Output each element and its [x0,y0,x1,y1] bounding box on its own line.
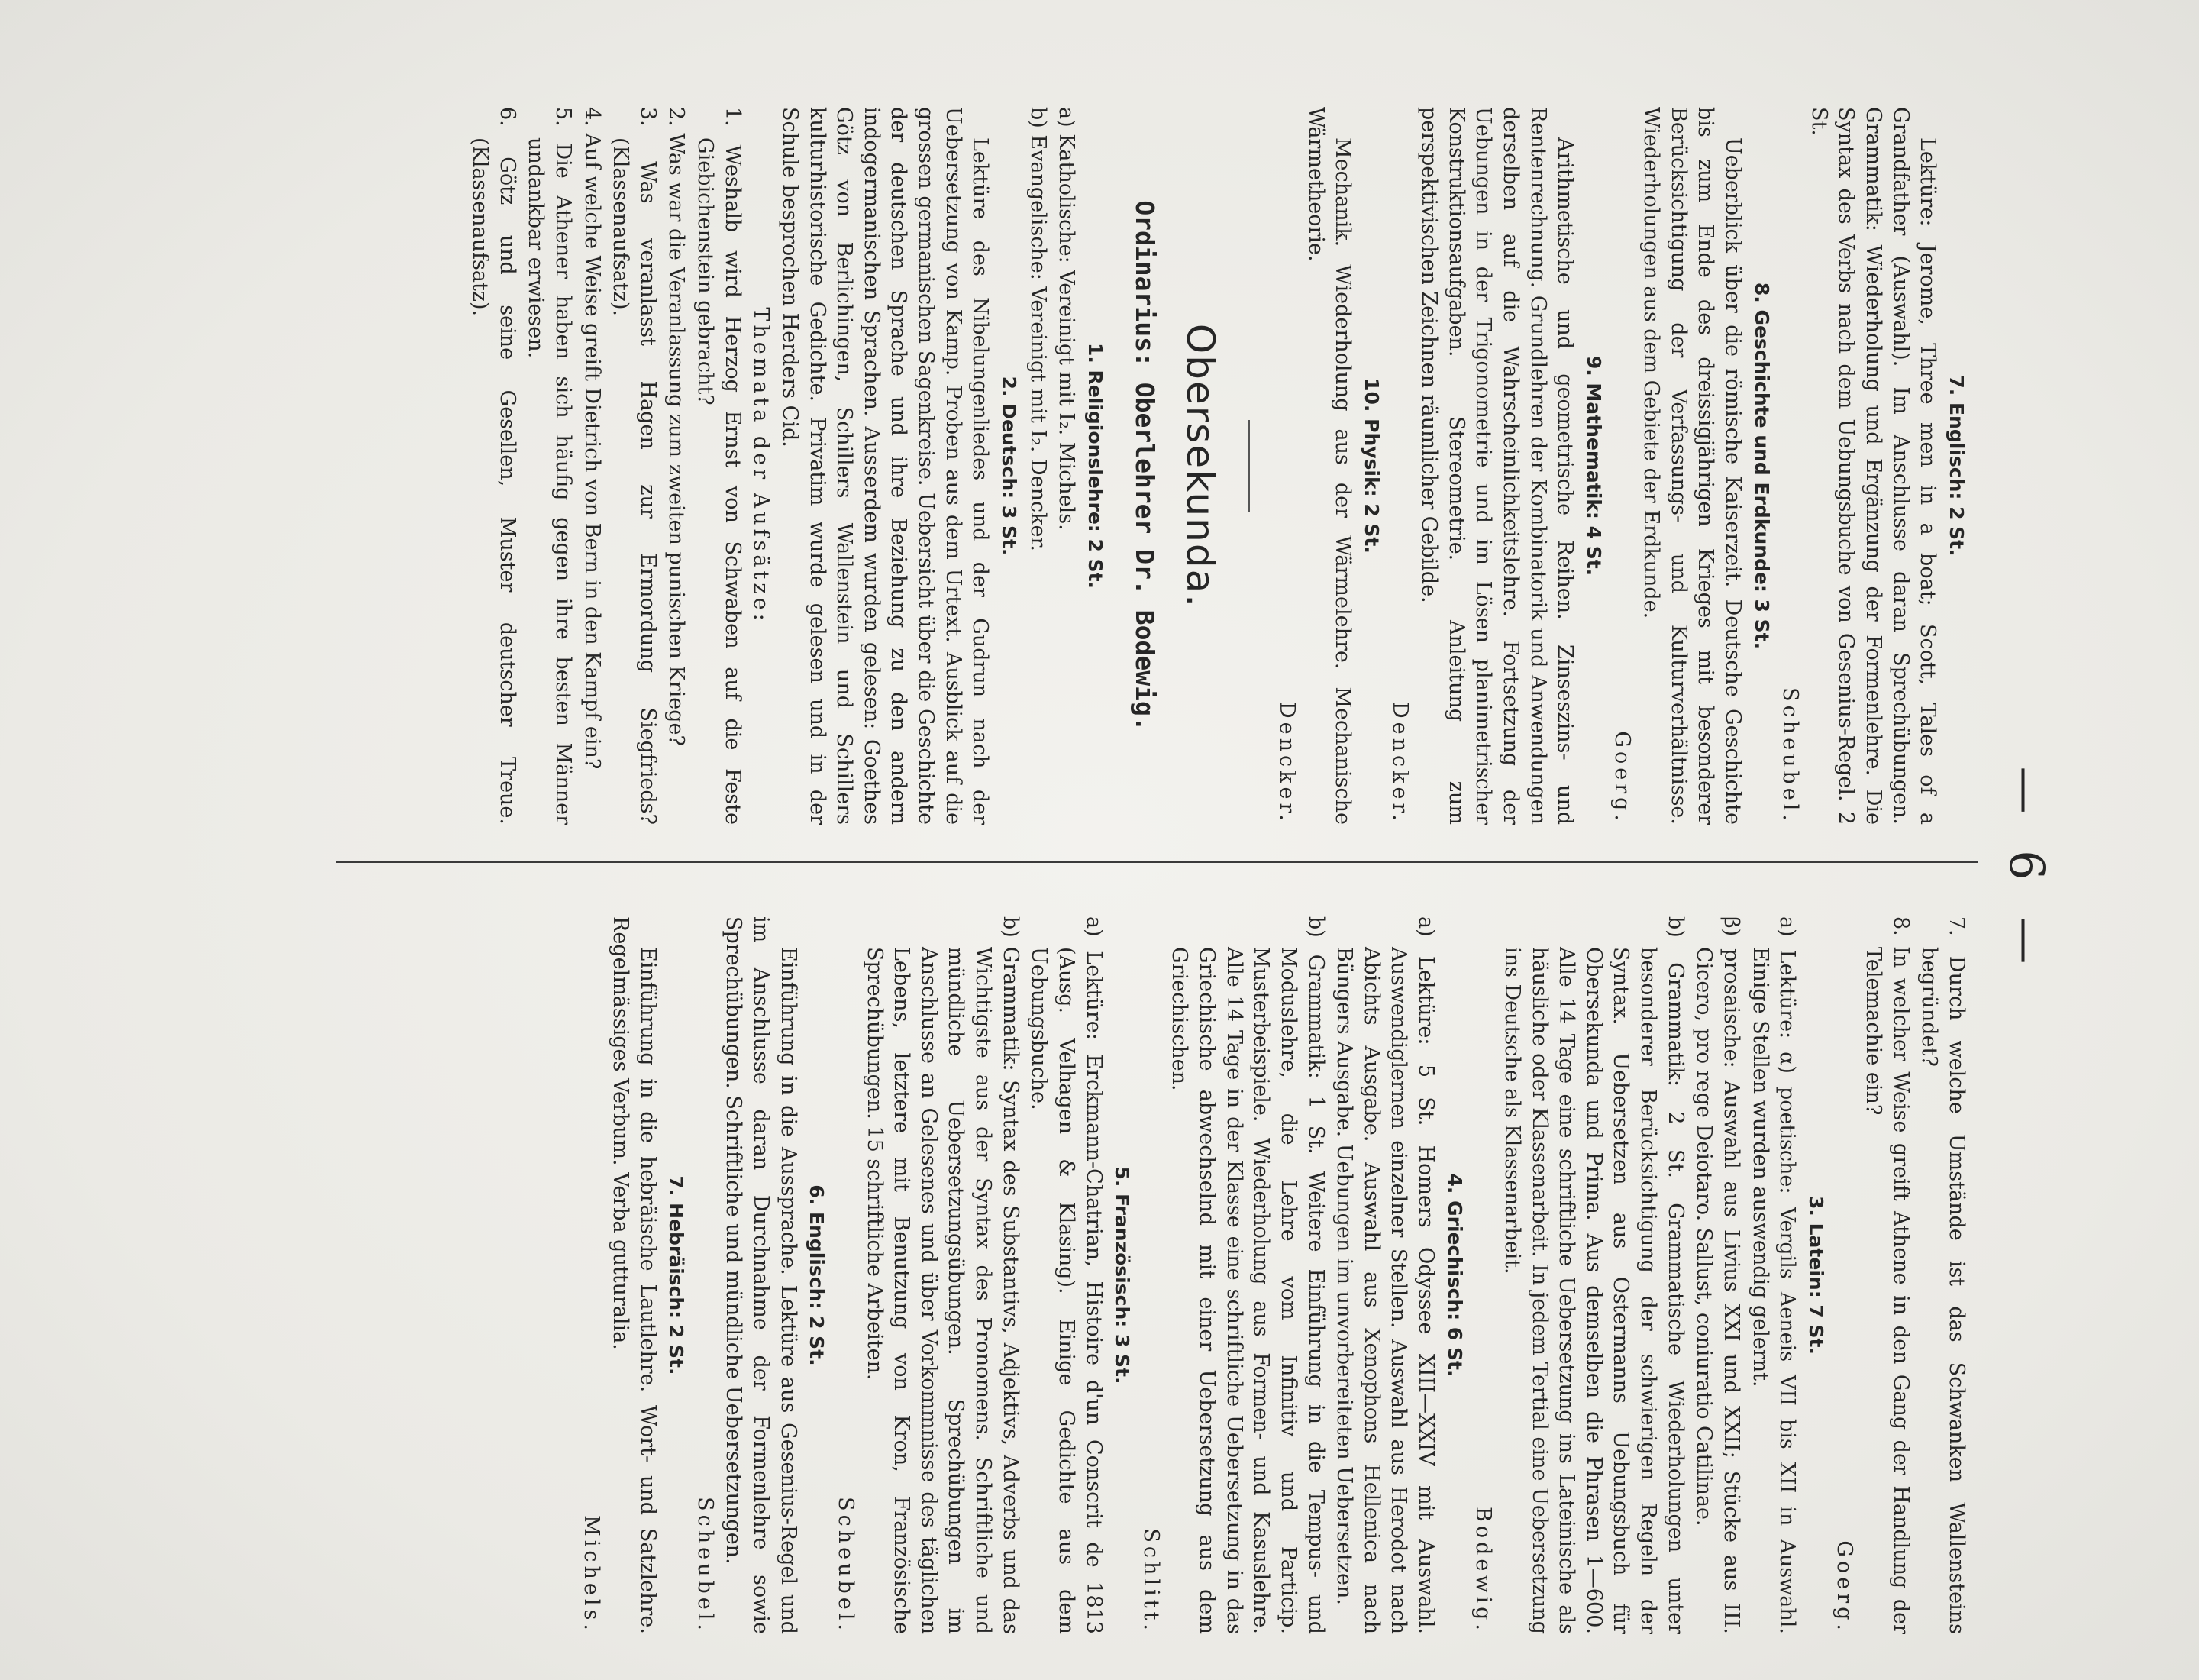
column-rule [336,861,1978,863]
physik-text: Mechanik. Wiederholung aus der Wärmelehre. Mechanische Wärmetheorie. [1303,107,1355,825]
left-column [464,107,1970,825]
rotated-page-content [321,92,2062,1649]
deutsch-text: Lektüre des Nibelungenliedes und der Gudrun nach der Uebersetzung von Kamp. Proben aus dem Urtext. Ausblick auf die grossen germanischen Sagenkreise. Uebersicht über die Geschichte der deutschen Sprache und ihre Beziehung zu den andern indogermanischen Sprachen. Ausserdem wurden gelesen: Goethes Götz von Berlichingen, Schillers Wallenstein und Schillers kulturhistorische Gedichte. Privatim wurde gelesen und in der Schule besprochen Herders Cid. [777,107,993,825]
franzoesisch-lektuere: a) Lektüre: Erckmann-Chatrian, Histoire d'un Conscrit de 1813 (Ausg. Velhagen & Klasing). Einige Gedichte aus dem Uebungsbuche. [1027,916,1106,1634]
themen-teacher: Goerg. [1832,1540,1857,1634]
section-title-griechisch: 4. Griechisch: 6 St. [1443,1173,1466,1378]
latein-lektuere-poetisch: a) Lektüre: α) poetische: Vergils Aeneis VII bis XII in Auswahl. Einige Stellen wurden auswendig gelernt. [1748,916,1800,1634]
physik-teacher: Dencker. [1275,702,1299,825]
thema-item: 7. Durch welche Umstände ist das Schwanken Wallensteins begründet? [1917,916,1968,1634]
geschichte-teacher: Goerg. [1610,731,1635,825]
thema-item: 4. Auf welche Weise greift Dietrich von Bern in den Kampf ein? [580,107,604,770]
thema-item: 3. Was veranlasst Hagen zur Ermordung Siegfrieds? (Klassenaufsatz). [609,107,660,825]
franzoesisch-teacher: Scheubel. [834,1497,857,1634]
section-title-deutsch: 2. Deutsch: 3 St. [997,376,1020,556]
section-divider [1248,420,1250,512]
section-title-hebraeisch: 7. Hebräisch: 2 St. [665,1175,688,1375]
section-title-religion: 1. Religionslehre: 2 St. [1083,342,1106,590]
ordinarius-line: Ordinarius: Oberlehrer Dr. Bodewig. [1130,200,1161,732]
geschichte-text: Ueberblick über die römische Kaiserzeit. Deutsche Geschichte bis zum Ende des dreissigjährigen Krieges mit besonderer Berücksichtigung der Verfassungs- und Kulturverhältnisse. Wiederholungen aus dem Gebiete der Erdkunde. [1639,107,1745,825]
englisch-teacher: Scheubel. [1778,687,1803,825]
religion-evangelisch: b) Evangelische: Vereinigt mit I₂. Dencker. [1025,107,1050,551]
class-title-obersekunda: Obersekunda. [1178,323,1223,609]
themen-title: Themata der Aufsätze: [749,307,773,625]
page-number-header: — 6 — [1999,766,2055,975]
franzoesisch-grammatik: b) Grammatik: Syntax des Substantivs, Adjektivs, Adverbs und das Wichtigste aus der Syntax des Pronomens. Schriftliche und mündliche Uebersetzungsübungen. Sprechübungen im Anschlusse an Gelesenes und über Vorkommnisse des täglichen Lebens, letztere mit Benutzung von Kron, Französische Sprechübungen. 15 schriftliche Arbeiten. [862,916,1022,1634]
griechisch-teacher: Schlitt. [1138,1528,1163,1634]
section-title-franzoesisch: 5. Französisch: 3 St. [1111,1166,1134,1384]
hebraeisch-teacher: Michels. [580,1515,604,1634]
hebraeisch-text: Einführung in die hebräische Lautlehre. Wort- und Satzlehre. Regelmässiges Verbum. Verba gutturalia. [609,916,660,1634]
section-title-englisch: 7. Englisch: 2 St. [1946,375,1968,557]
religion-katholisch: a) Katholische: Vereinigt mit I₂. Michels. [1054,107,1079,531]
latein-grammatik: b) Grammatik: 2 St. Grammatische Wiederholungen unter besonderer Berücksichtigung der schwierigen Regeln der Syntax. Uebersetzen aus Ostermanns Uebungsbuch für Obersekunda und Prima. Aus demselben die Phrasen 1—600. Alle 14 Tage eine schriftliche Uebersetzung ins Lateinische als häusliche oder Klassenarbeit. In jedem Tertial eine Uebersetzung ins Deutsche als Klassenarbeit. [1500,916,1687,1634]
latein-lektuere-prosaisch: β) prosaische: Auswahl aus Livius XXI und XXII; Stücke aus III. Cicero, pro rege Deiotaro. Sallust, coniuratio Catilinae. [1692,916,1743,1634]
thema-item: 2. Was war die Veranlassung zum zweiten punischen Kriege? [664,107,689,746]
thema-item: 1. Weshalb wird Herzog Ernst von Schwaben auf die Feste Giebichenstein gebracht? [693,107,744,825]
latein-teacher: Bodewig. [1471,1507,1496,1634]
mathematik-teacher: Dencker. [1388,702,1413,825]
thema-item: 5. Die Athener haben sich häufig gegen ihre besten Männer undankbar erwiesen. [524,107,575,825]
griechisch-grammatik: b) Grammatik: 1 St. Weitere Einführung in die Tempus- und Moduslehre, die Lehre vom Infinitiv und Particip. Musterbeispiele. Wiederholung aus Formen- und Kasuslehre. Alle 14 Tage in der Klasse eine schriftliche Uebersetzung in das Griechische abwechselnd mit einer Uebersetzung aus dem Griechischen. [1167,916,1328,1634]
thema-item: 8. In welcher Weise greift Athene in den Gang der Handlung der Telemachie ein? [1862,916,1913,1634]
englisch-text: Lektüre: Jerome, Three men in a boat; Scott, Tales of a Grandfather (Auswahl). Im Anschlusse daran Sprechübungen. Grammatik: Wiederholung und Ergänzung der Formenlehre. Die Syntax des Verbs nach dem Uebungsbuche von Gesenius-Regel. 2 St. [1807,107,1940,825]
englisch-obersekunda-teacher: Scheubel. [693,1497,717,1634]
thema-item: 6. Götz und seine Gesellen, Muster deutscher Treue. (Klassenaufsatz). [468,107,519,825]
right-column [576,916,1970,1634]
englisch-obersekunda-text: Einführung in die Aussprache. Lektüre aus Gesenius-Regel und im Anschlusse daran Durchnahme der Formenlehre sowie Sprechübungen. Schriftliche und mündliche Uebersetzungen. [722,916,800,1634]
section-title-geschichte: 8. Geschichte und Erdkunde: 3 St. [1750,282,1773,650]
mathematik-text: Arithmetische und geometrische Reihen. Zinseszins- und Rentenrechnung. Grundlehren der Kombinatorik und Anwendungen derselben auf die Wahrscheinlichkeitslehre. Fortsetzung der Uebungen in der Trigonometrie und im Lösen planimetrischer Konstruktionsaufgaben. Stereometrie. Anleitung zum perspektivischen Zeichnen räumlicher Gebilde. [1417,107,1577,825]
griechisch-lektuere: a) Lektüre: 5 St. Homers Odyssee XIII—XXIV mit Auswahl. Auswendiglernen einzelner Stellen. Auswahl aus Herodot nach Abichts Ausgabe. Auswahl aus Xenophons Hellenica nach Büngers Ausgabe. Uebungen im unvorbereiteten Uebersetzen. [1332,916,1439,1634]
section-title-latein: 3. Latein: 7 St. [1804,1196,1827,1355]
section-title-mathematik: 9. Mathematik: 4 St. [1582,355,1605,577]
section-title-englisch-obersekunda: 6. Englisch: 2 St. [806,1184,828,1366]
section-title-physik: 10. Physik: 2 St. [1360,378,1383,554]
